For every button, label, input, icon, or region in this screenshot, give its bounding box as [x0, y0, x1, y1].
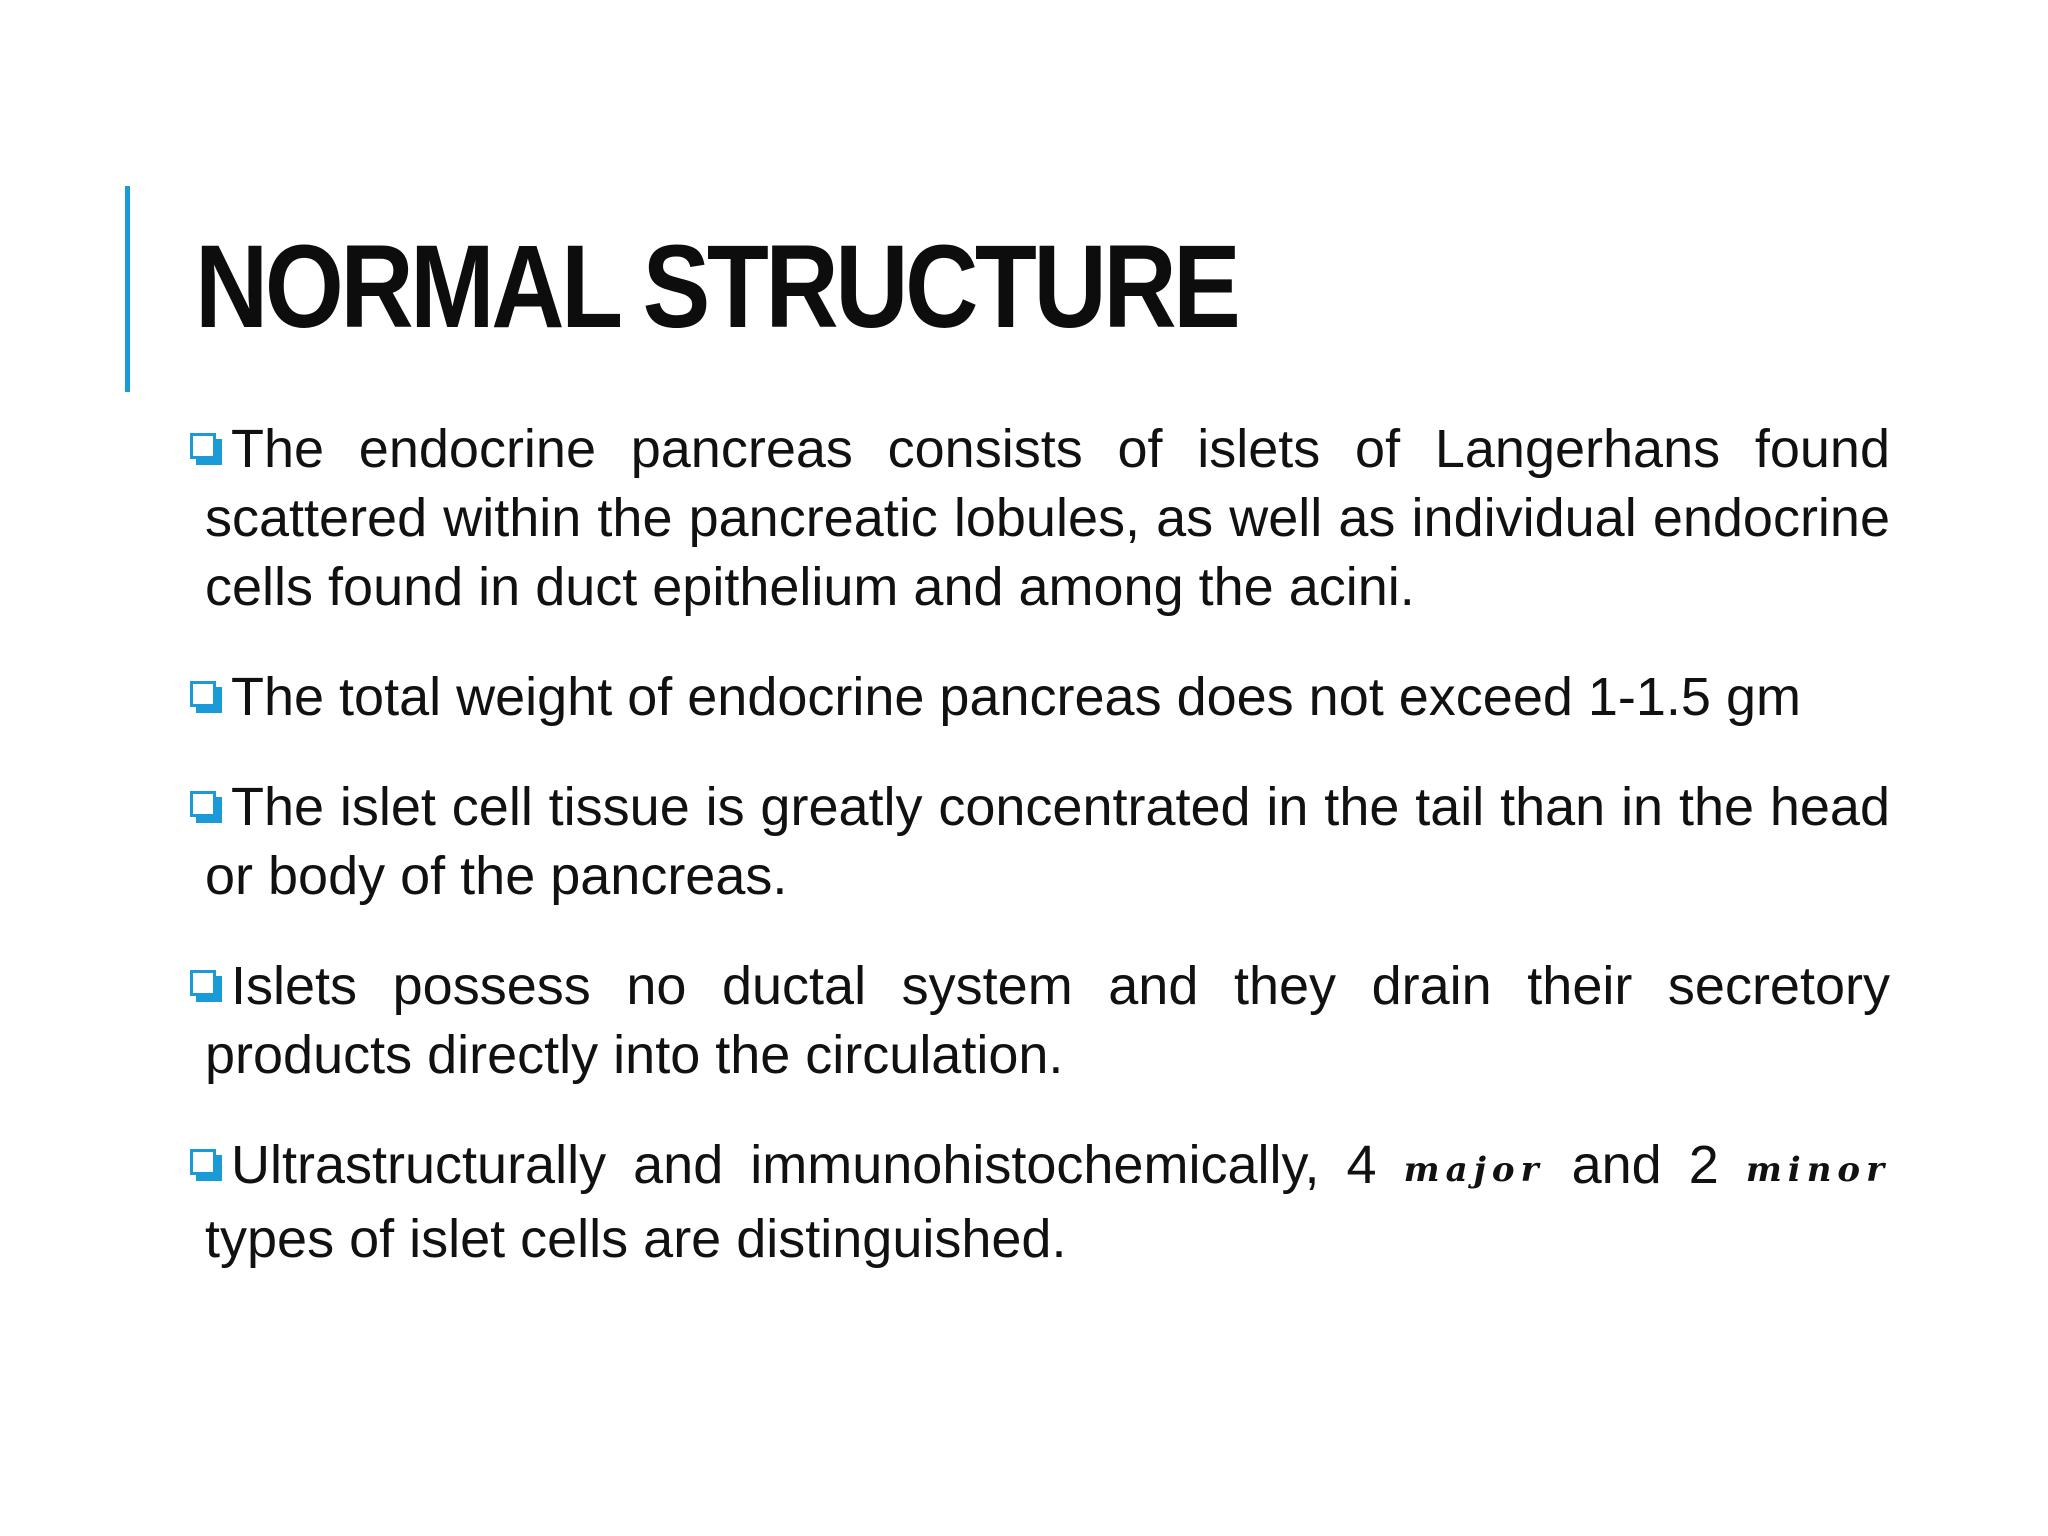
list-item — [190, 773, 1890, 911]
list-item — [190, 952, 1890, 1090]
bullet-text-part2: and 2 — [1544, 1135, 1746, 1195]
checkbox-square-icon — [190, 433, 224, 467]
bullet-text: The total weight of endocrine pancreas does not exceed 1-1.5 gm — [231, 667, 1801, 727]
checkbox-square-icon — [190, 681, 224, 715]
list-item — [190, 1131, 1890, 1274]
checkbox-square-icon — [190, 1149, 224, 1183]
bullet-text-part1: Ultrastructurally and immunohistochemically, 4 — [231, 1135, 1404, 1195]
slide-title: NORMAL STRUCTURE — [195, 221, 1238, 353]
bullet-text-part3: types of islet cells are distinguished. — [205, 1209, 1067, 1269]
bullet-text: The endocrine pancreas consists of islets of Langerhans found scattered within the pancreatic lobules, as well as individual endocrine cells found in duct epithelium and among the acini. — [205, 419, 1890, 617]
title-accent-bar — [125, 186, 130, 392]
list-item — [190, 415, 1890, 622]
bullet-text: Islets possess no ductal system and they drain their secretory products directly into the circulation. — [205, 956, 1890, 1085]
checkbox-square-icon — [190, 791, 224, 825]
minor-script-word: minor — [1745, 1150, 1891, 1190]
checkbox-square-icon — [190, 970, 224, 1004]
major-script-word: major — [1403, 1150, 1545, 1190]
bullet-text: The islet cell tissue is greatly concentrated in the tail than in the head or body of the pancreas. — [205, 777, 1890, 906]
bullet-list — [190, 415, 1890, 1274]
list-item — [190, 663, 1890, 732]
